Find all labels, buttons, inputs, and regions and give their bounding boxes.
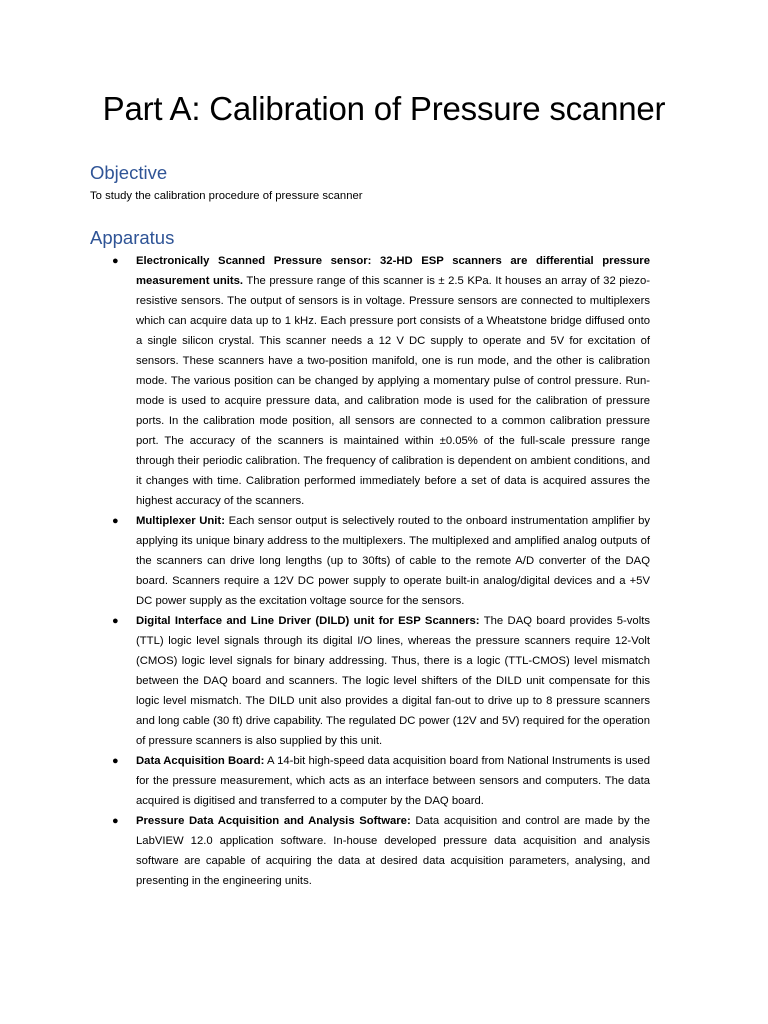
page-title: Part A: Calibration of Pressure scanner xyxy=(102,90,666,127)
item-term: Electronically Scanned Pressure sensor: 32-HD ESP scanners are differential pressure measurement units. xyxy=(136,255,650,287)
item-text: The pressure range of this scanner is ± 2.5 KPa. It houses an array of 32 piezo-resistive sensors. The output of sensors is in voltage. Pressure sensors are connected to multiplexers which can acquire data up to 1 kHz. Each pressure port consists of a Wheatstone bridge diffused onto a single silicon crystal. This scanner needs a 12 V DC supply to operate and 5V for excitation of sensors. These scanners have a two-position manifold, one is run mode, and the other is calibration mode. The various position can be changed by applying a momentary pulse of control pressure. Run-mode is used to acquire pressure data, and calibration mode is used for the calibration of pressure ports. In the calibration mode position, all sensors are connected to a common calibration pressure port. The accuracy of the scanners is maintained within ±0.05% of the full-scale pressure range through their periodic calibration. The frequency of calibration is dependent on ambient conditions, and it changes with time. Calibration performed immediately before a set of data is acquired assures the highest accuracy of the scanners. xyxy=(136,275,650,507)
list-item xyxy=(112,811,650,891)
list-item xyxy=(112,511,650,611)
item-text: Each sensor output is selectively routed to the onboard instrumentation amplifier by applying its unique binary address to the multiplexers. The multiplexed and amplified analog outputs of the scanners can drive long lengths (up to 30fts) of cable to the remote A/D converter of the DAQ board. Scanners require a 12V DC power supply to operate built-in analog/digital devices and a +5V DC power supply as the excitation voltage source for the sensors. xyxy=(136,515,651,607)
bullet-icon: ● xyxy=(112,815,119,827)
objective-heading: Objective xyxy=(90,162,168,183)
list-item xyxy=(112,611,650,751)
item-text: The DAQ board provides 5-volts (TTL) logic level signals through its digital I/O lines, whereas the pressure scanners require 12-Volt (CMOS) logic level signals for binary addressing. Thus, there is a logic (TTL-CMOS) level mismatch between the DAQ board and scanners. The logic level shifters of the DILD unit compensate for this logic level mismatch. The DILD unit also provides a digital fan-out to drive up to 8 pressure scanners and long cable (30 ft) drive capability. The regulated DC power (12V and 5V) required for the operation of pressure scanners is also supplied by this unit. xyxy=(136,615,650,747)
item-text: A 14-bit high-speed data acquisition board from National Instruments is used for the pressure measurement, which acts as an interface between sensors and computers. The data acquired is digitised and transferred to a computer by the DAQ board. xyxy=(136,755,650,807)
list-item xyxy=(112,251,650,511)
objective-text: To study the calibration procedure of pressure scanner xyxy=(90,190,363,202)
apparatus-list xyxy=(112,251,650,891)
list-item xyxy=(112,751,650,811)
bullet-icon: ● xyxy=(112,255,119,267)
bullet-icon: ● xyxy=(112,615,119,627)
item-text: Data acquisition and control are made by the LabVIEW 12.0 application software. In-house developed pressure data acquisition and analysis software are capable of acquiring the data at desired data acquisition parameters, analysing, and presenting in the engineering units. xyxy=(136,815,650,887)
item-term: Digital Interface and Line Driver (DILD) unit for ESP Scanners: xyxy=(136,615,480,627)
item-term: Data Acquisition Board: xyxy=(136,755,265,767)
apparatus-heading: Apparatus xyxy=(90,227,175,248)
bullet-icon: ● xyxy=(112,515,119,527)
item-term: Pressure Data Acquisition and Analysis Software: xyxy=(136,815,411,827)
bullet-icon: ● xyxy=(112,755,119,767)
item-term: Multiplexer Unit: xyxy=(136,515,225,527)
